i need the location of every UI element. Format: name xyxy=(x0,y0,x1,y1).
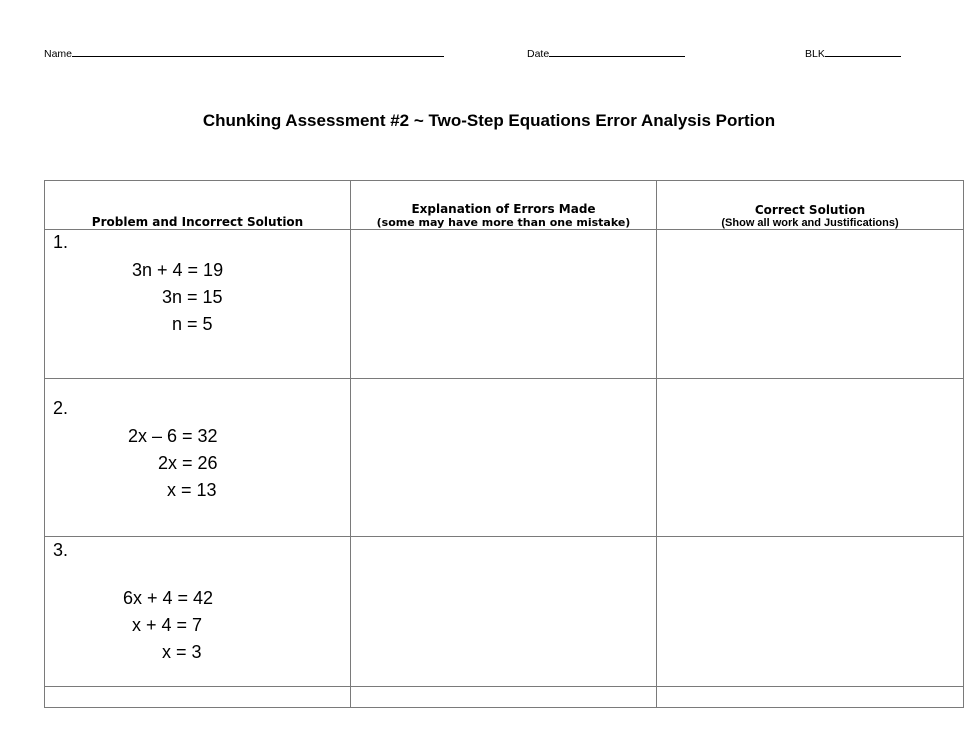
blk-label: BLK xyxy=(805,48,825,60)
problem-number: 2. xyxy=(53,398,69,418)
column-header-correct-solution xyxy=(657,181,964,230)
explanation-cell[interactable] xyxy=(351,230,657,379)
equation-line: 2x – 6 = 32 xyxy=(128,426,218,446)
equation-line: 2x = 26 xyxy=(158,453,218,473)
error-analysis-table xyxy=(44,180,964,708)
problem-cell xyxy=(45,379,351,537)
table-row xyxy=(45,379,964,537)
date-blank-line[interactable] xyxy=(549,46,685,57)
equation-line: x = 13 xyxy=(167,480,217,500)
problem-number: 3. xyxy=(53,540,69,560)
problem-number: 1. xyxy=(53,232,69,252)
blk-field[interactable] xyxy=(805,46,901,60)
page-title: Chunking Assessment #2 ~ Two-Step Equations Error Analysis Portion xyxy=(202,111,776,130)
table-row xyxy=(45,230,964,379)
empty-cell[interactable] xyxy=(351,687,657,708)
problem-cell xyxy=(45,230,351,379)
equation-line: 3n + 4 = 19 xyxy=(132,260,224,280)
date-field[interactable] xyxy=(527,46,685,60)
table-row xyxy=(45,687,964,708)
correct-solution-cell[interactable] xyxy=(657,230,964,379)
column-header-explanation-subtitle: (some may have more than one mistake) xyxy=(376,216,631,229)
name-label: Name xyxy=(44,48,73,60)
name-field[interactable] xyxy=(44,46,444,60)
equation-line: n = 5 xyxy=(172,314,213,334)
table-header-row xyxy=(45,181,964,230)
name-blank-line[interactable] xyxy=(72,46,444,57)
date-label: Date xyxy=(527,48,550,60)
explanation-cell[interactable] xyxy=(351,379,657,537)
table-row xyxy=(45,537,964,687)
column-header-explanation xyxy=(351,181,657,230)
equation-line: x + 4 = 7 xyxy=(132,615,203,635)
equation-line: 6x + 4 = 42 xyxy=(123,588,214,608)
correct-solution-cell[interactable] xyxy=(657,379,964,537)
problem-cell xyxy=(45,537,351,687)
column-header-problem-title: Problem and Incorrect Solution xyxy=(91,215,304,229)
correct-solution-cell[interactable] xyxy=(657,537,964,687)
column-header-correct-solution-subtitle: (Show all work and Justifications) xyxy=(721,217,899,229)
column-header-explanation-title: Explanation of Errors Made xyxy=(411,202,596,216)
empty-cell[interactable] xyxy=(657,687,964,708)
blk-blank-line[interactable] xyxy=(825,46,901,57)
empty-cell[interactable] xyxy=(45,687,351,708)
explanation-cell[interactable] xyxy=(351,537,657,687)
column-header-problem xyxy=(45,181,351,230)
equation-line: 3n = 15 xyxy=(162,287,223,307)
column-header-correct-solution-title: Correct Solution xyxy=(754,203,866,217)
equation-line: x = 3 xyxy=(162,642,202,662)
